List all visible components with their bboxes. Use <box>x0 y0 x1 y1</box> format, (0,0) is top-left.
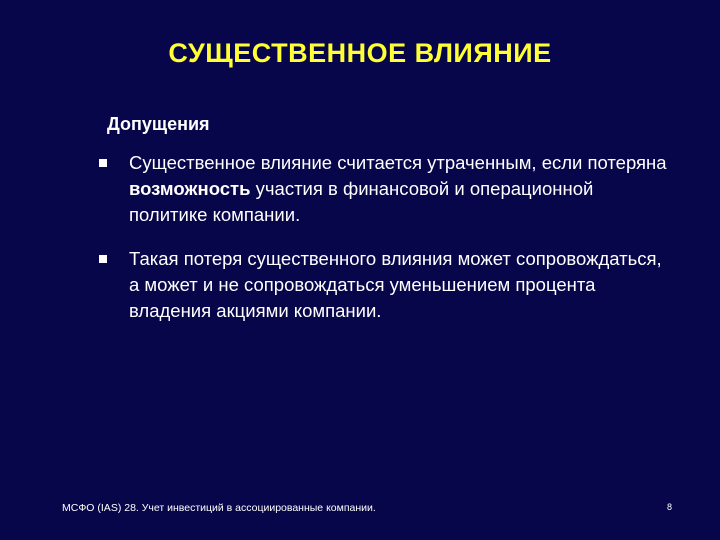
bullet-list <box>96 150 676 342</box>
bullet-text-part: участия в финансовой и операционной политике компании. <box>129 178 594 225</box>
bullet-text-part: Такая потеря существенного влияния может сопровождаться, а может и не сопровождаться уменьшением процента владения акциями компании. <box>129 248 662 321</box>
bullet-text <box>129 248 662 321</box>
slide-footer: МСФО (IAS) 28. Учет инвестиций в ассоциированные компании. <box>62 502 376 514</box>
bullet-text-part: Существенное влияние считается утраченным, если потеряна <box>129 152 667 173</box>
slide-title: СУЩЕСТВЕННОЕ ВЛИЯНИЕ <box>168 38 552 68</box>
page-number: 8 <box>667 502 673 512</box>
square-bullet-icon <box>99 159 107 167</box>
slide-subtitle: Допущения <box>107 114 210 134</box>
bullet-text-bold: возможность <box>129 178 251 199</box>
square-bullet-icon <box>99 255 107 263</box>
bullet-text <box>129 152 667 225</box>
bullet-item <box>96 150 676 228</box>
bullet-item <box>96 246 676 324</box>
